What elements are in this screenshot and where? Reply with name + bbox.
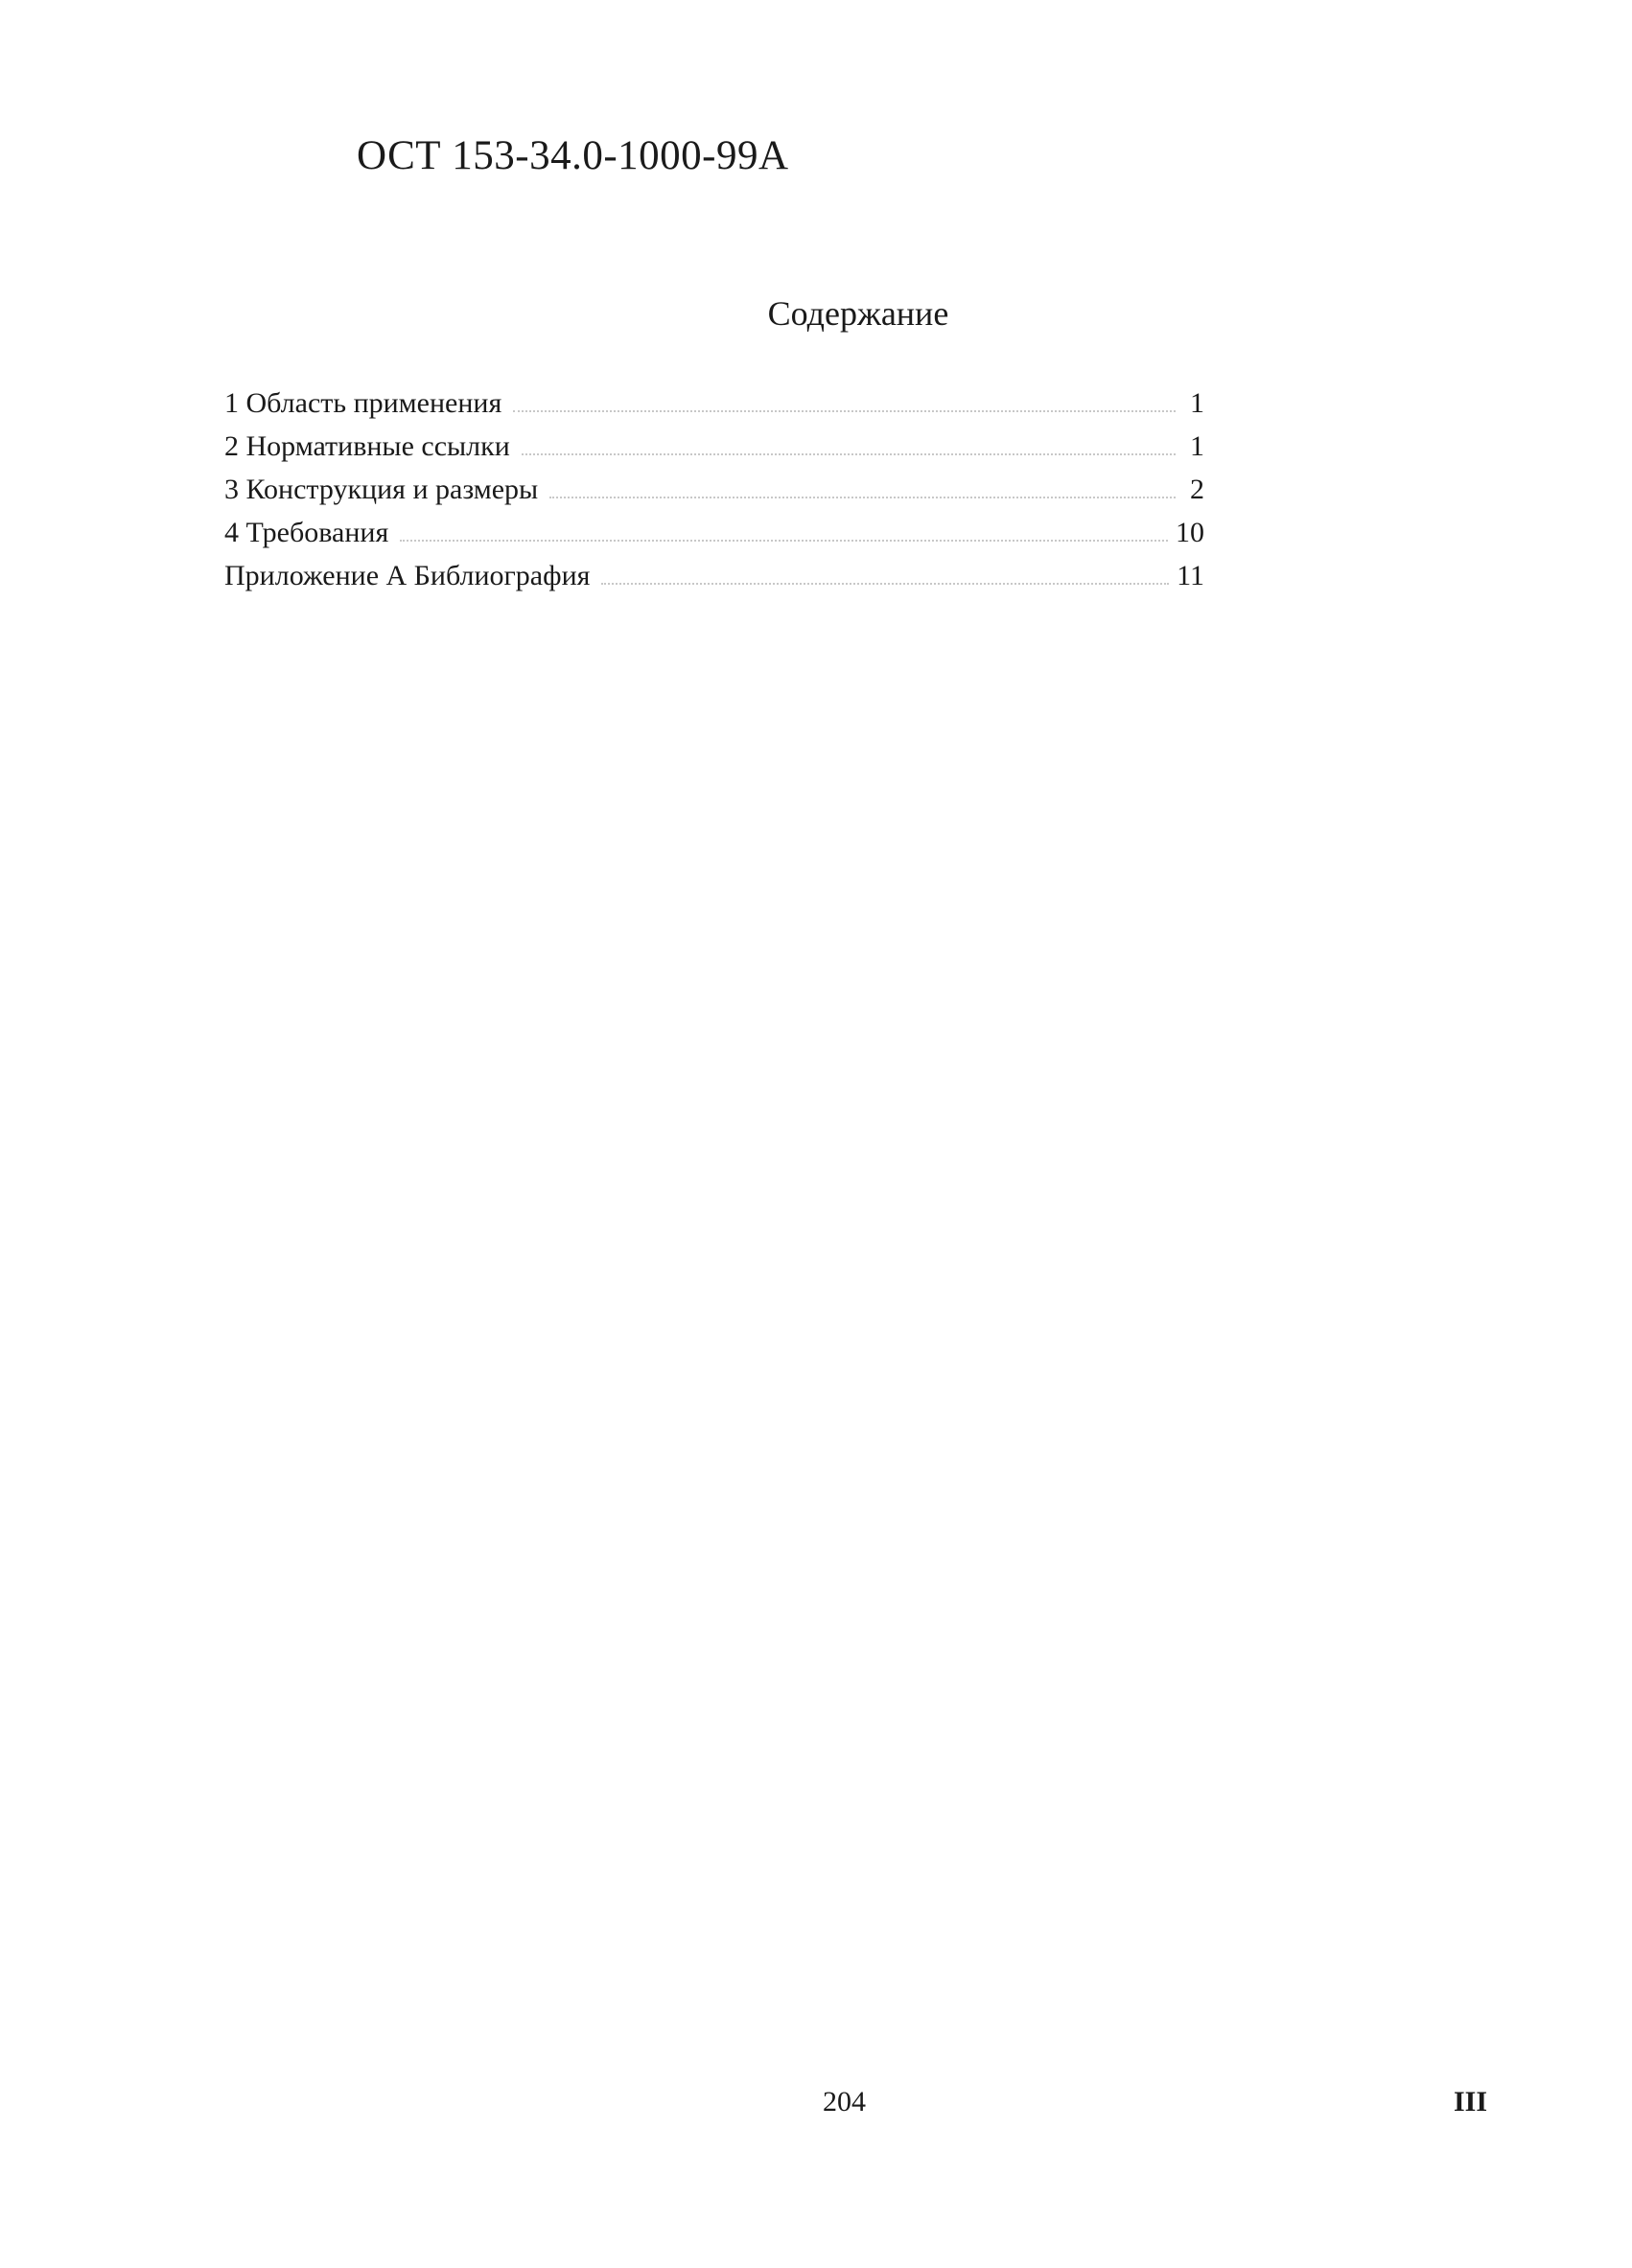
toc-item-label: 3 Конструкция и размеры [224, 474, 539, 505]
section-numeral: III [1454, 2086, 1488, 2118]
toc-dot-leader [513, 410, 1176, 412]
toc-item-page: 10 [1176, 517, 1204, 548]
toc-dot-leader [400, 540, 1168, 542]
page-number: 204 [823, 2086, 866, 2118]
toc-list [224, 382, 1204, 597]
toc-dot-leader [522, 453, 1176, 455]
toc-item [224, 468, 1204, 511]
toc-item-page: 1 [1190, 430, 1204, 462]
toc-dot-leader [549, 497, 1176, 498]
toc-item-label: 1 Область применения [224, 387, 502, 419]
toc-item-page: 11 [1177, 560, 1204, 591]
toc-item-label: 2 Нормативные ссылки [224, 430, 510, 462]
toc-item [224, 425, 1204, 468]
toc-item [224, 511, 1204, 554]
toc-item-label: 4 Требования [224, 517, 389, 548]
toc-item-page: 1 [1190, 387, 1204, 419]
toc-item [224, 554, 1204, 597]
toc-dot-leader [601, 583, 1169, 585]
toc-item [224, 382, 1204, 425]
toc-item-page: 2 [1190, 474, 1204, 505]
document-code: ОСТ 153-34.0-1000-99А [357, 133, 789, 178]
toc-title: Содержание [767, 294, 949, 333]
toc-item-label: Приложение А Библиография [224, 560, 591, 591]
